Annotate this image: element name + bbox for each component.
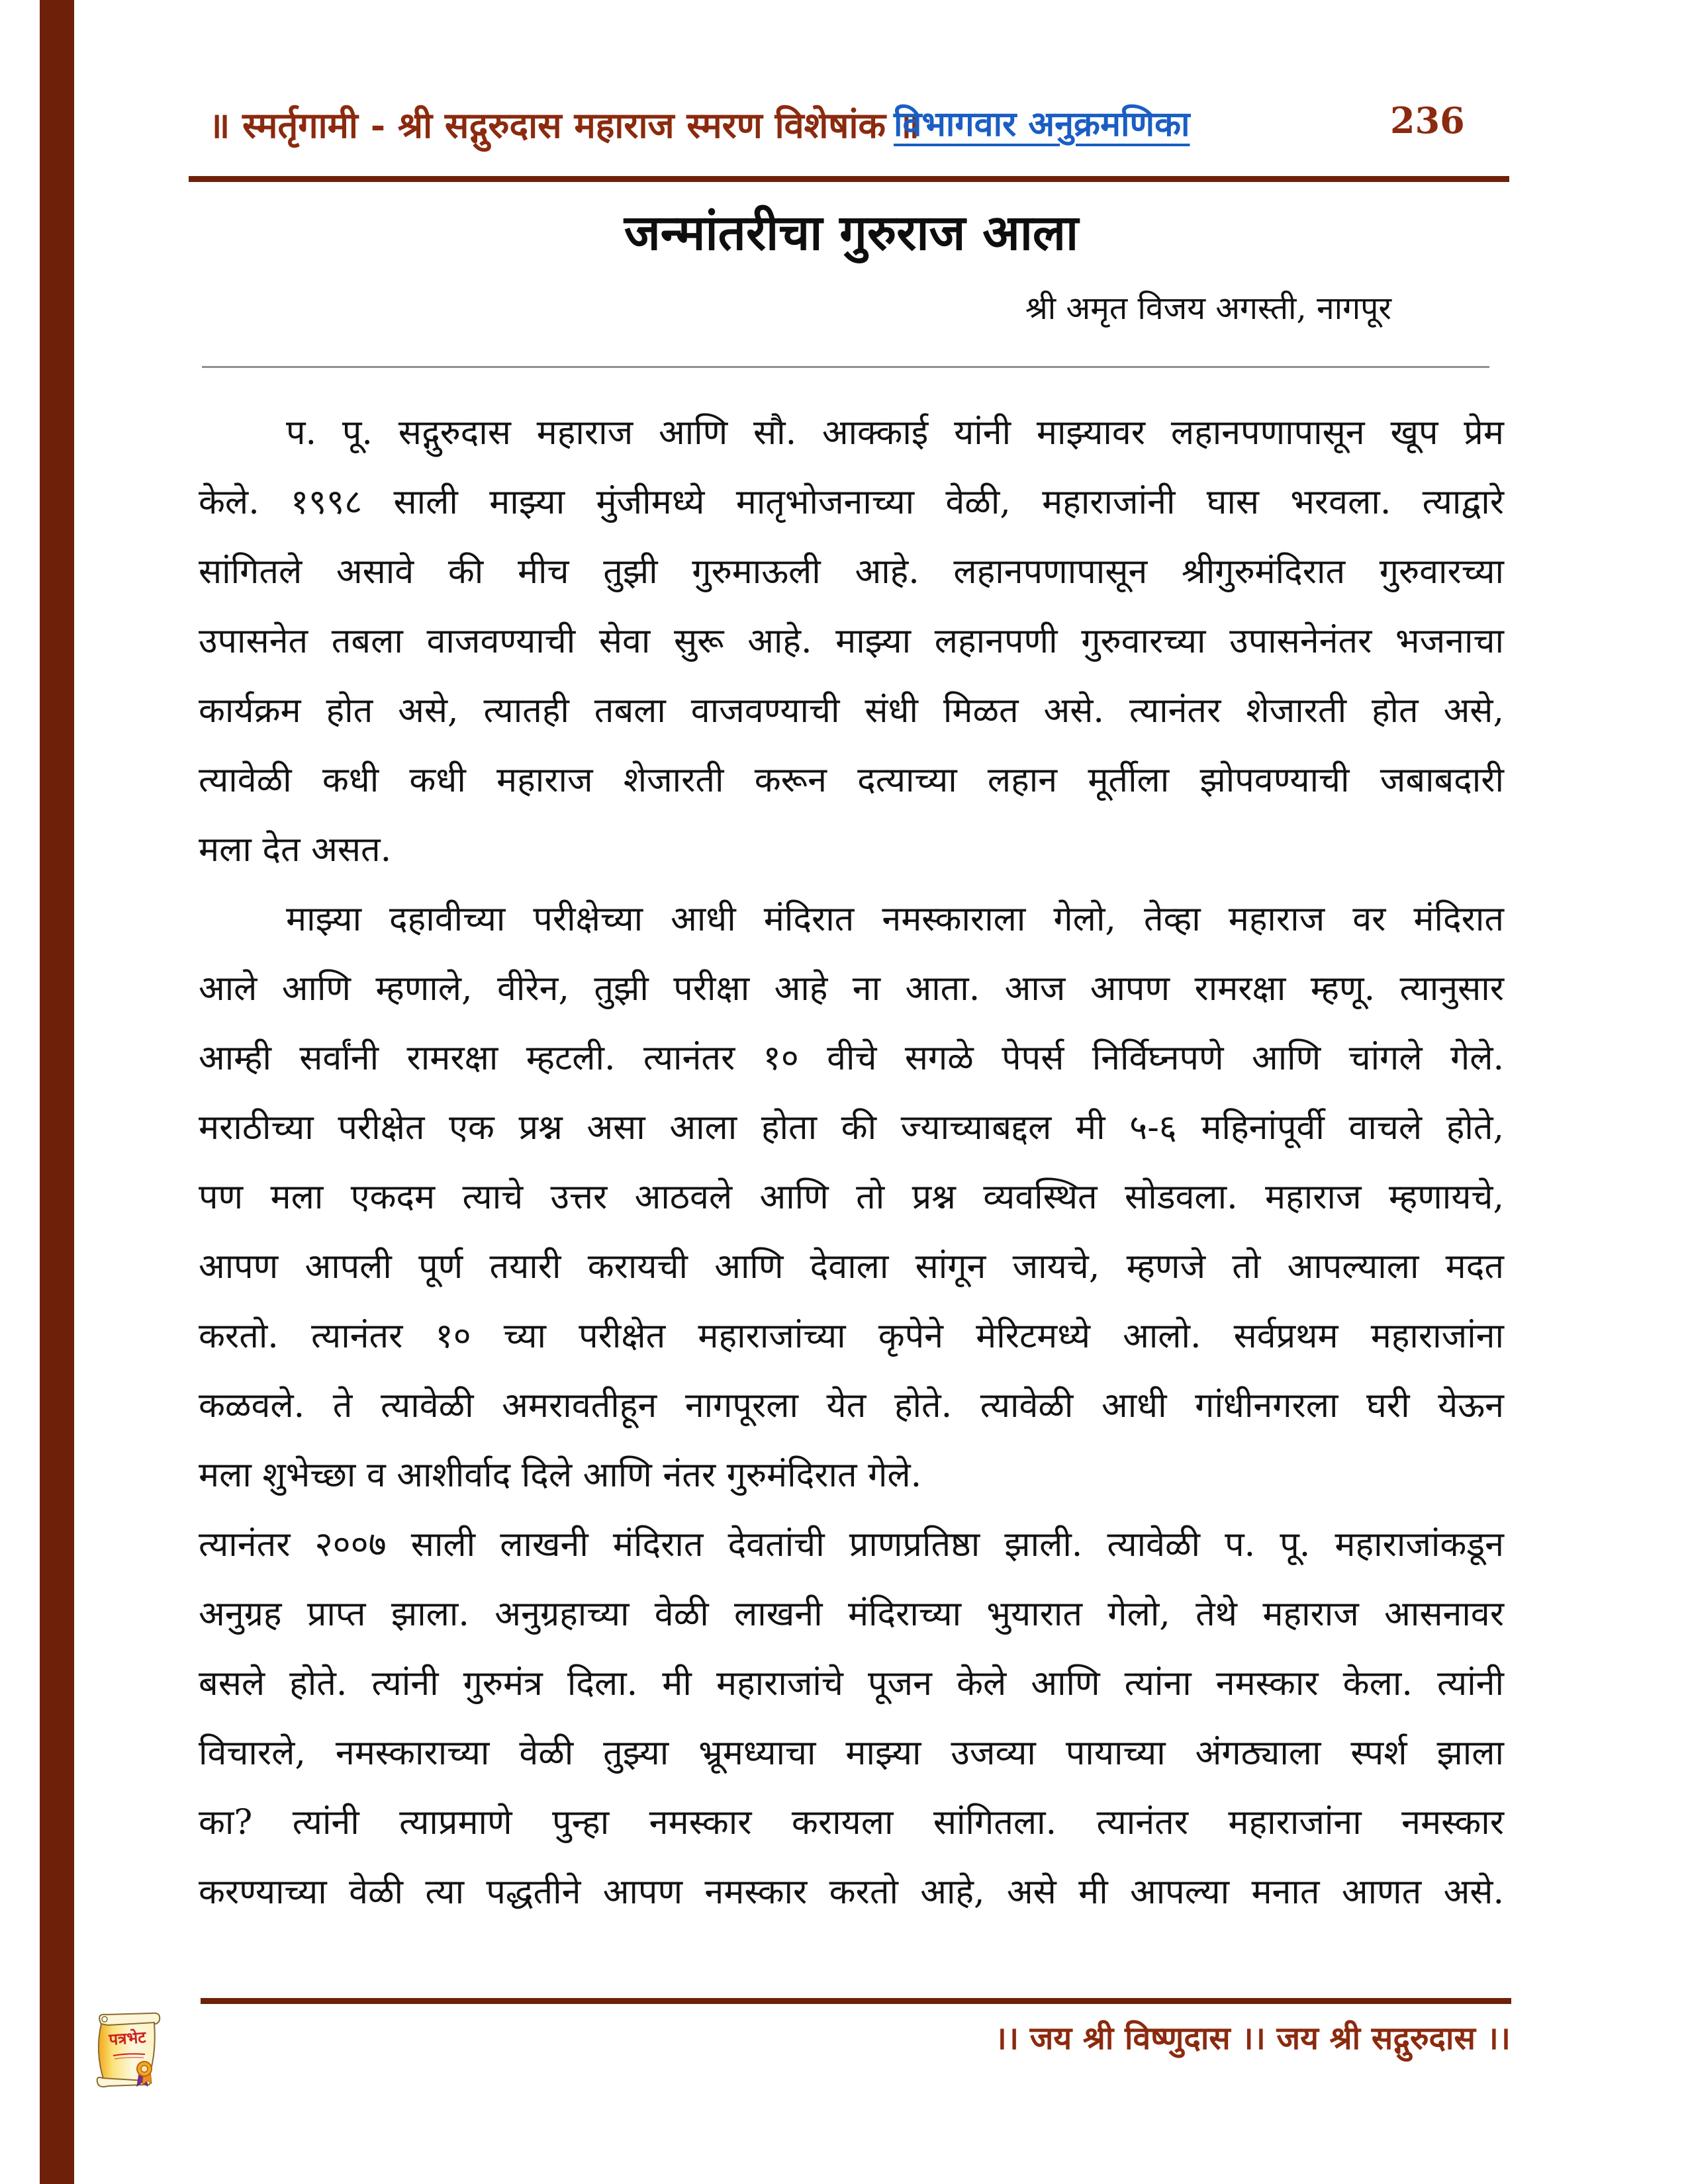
footer-slogan: ।। जय श्री विष्णुदास ।। जय श्री सद्गुरुदास ।। <box>994 2020 1511 2057</box>
article-body <box>199 398 1504 1927</box>
left-border-stripe <box>40 0 74 2184</box>
body-line: सांगितले असावे की मीच तुझी गुरुमाऊली आहे. लहानपणापासून श्रीगुरुमंदिरात गुरुवारच्या <box>199 552 1504 592</box>
body-line: प. पू. सद्गुरुदास महाराज आणि सौ. आक्काई यांनी माझ्यावर लहानपणापासून खूप प्रेम <box>286 413 1504 453</box>
byline-text: श्री अमृत विजय अगस्ती, नागपूर <box>1025 290 1391 327</box>
body-line: कळवले. ते त्यावेळी अमरावतीहून नागपूरला येत होते. त्यावेळी आधी गांधीनगरला घरी येऊन <box>199 1386 1504 1426</box>
body-line: आपण आपली पूर्ण तयारी करायची आणि देवाला सांगून जायचे, म्हणजे तो आपल्याला मदत <box>199 1247 1504 1287</box>
magazine-title: ॥ स्मर्तृगामी - श्री सद्गुरुदास महाराज स्मरण विशेषांक ॥ <box>209 104 920 146</box>
body-line: आले आणि म्हणाले, वीरेन, तुझी परीक्षा आहे ना आता. आज आपण रामरक्षा म्हणू. त्यानुसार <box>199 969 1504 1009</box>
patrabhet-logo <box>88 2012 167 2108</box>
body-line: उपासनेत तबला वाजवण्याची सेवा सुरू आहे. माझ्या लहानपणी गुरुवारच्या उपासनेनंतर भजनाचा <box>199 621 1504 661</box>
scroll-icon <box>88 2012 167 2108</box>
body-line: का? त्यांनी त्याप्रमाणे पुन्हा नमस्कार करायला सांगितला. त्यानंतर महाराजांना नमस्कार <box>199 1803 1504 1843</box>
page-number: 236 <box>1390 99 1465 142</box>
body-line: मराठीच्या परीक्षेत एक प्रश्न असा आला होता की ज्याच्याबद्दल मी ५-६ महिनांपूर्वी वाचले होते, <box>199 1108 1504 1148</box>
body-line: पण मला एकदम त्याचे उत्तर आठवले आणि तो प्रश्न व्यवस्थित सोडवला. महाराज म्हणायचे, <box>199 1177 1504 1217</box>
body-line: बसले होते. त्यांनी गुरुमंत्र दिला. मी महाराजांचे पूजन केले आणि त्यांना नमस्कार केला. त्यांनी <box>199 1664 1504 1704</box>
footer-rule <box>201 1998 1511 2004</box>
body-line: मला शुभेच्छा व आशीर्वाद दिले आणि नंतर गुरुमंदिरात गेले. <box>199 1455 922 1495</box>
header-rule <box>189 176 1509 182</box>
article-title: जन्मांतरीचा गुरुराज आला <box>624 205 1079 261</box>
body-line: मला देत असत. <box>199 830 392 870</box>
logo-text: पत्रभेट <box>108 2028 147 2049</box>
body-line: त्यानंतर २००७ साली लाखनी मंदिरात देवतांची प्राणप्रतिष्ठा झाली. त्यावेळी प. पू. महाराजांकडून <box>199 1525 1504 1565</box>
body-line: करतो. त्यानंतर १० च्या परीक्षेत महाराजांच्या कृपेने मेरिटमध्ये आलो. सर्वप्रथम महाराजांना <box>199 1316 1504 1356</box>
toc-link[interactable]: विभागवार अनुक्रमणिका <box>894 104 1190 144</box>
byline-divider <box>202 366 1489 368</box>
body-line: आम्ही सर्वांनी रामरक्षा म्हटली. त्यानंतर १० वीचे सगळे पेपर्स निर्विघ्नपणे आणि चांगले गेले. <box>199 1038 1504 1078</box>
body-line: अनुग्रह प्राप्त झाला. अनुग्रहाच्या वेळी लाखनी मंदिराच्या भुयारात गेलो, तेथे महाराज आसनावर <box>199 1594 1504 1634</box>
body-line: कार्यक्रम होत असे, त्यातही तबला वाजवण्याची संधी मिळत असे. त्यानंतर शेजारती होत असे, <box>199 691 1504 731</box>
body-line: केले. १९९८ साली माझ्या मुंजीमध्ये मातृभोजनाच्या वेळी, महाराजांनी घास भरवला. त्याद्वारे <box>199 482 1504 522</box>
body-line: करण्याच्या वेळी त्या पद्धतीने आपण नमस्कार करतो आहे, असे मी आपल्या मनात आणत असे. <box>199 1872 1504 1912</box>
byline <box>199 286 1504 329</box>
body-line: विचारले, नमस्काराच्या वेळी तुझ्या भ्रूमध्याचा माझ्या उजव्या पायाच्या अंगठ्याला स्पर्श झाला <box>199 1733 1504 1773</box>
body-line: त्यावेळी कधी कधी महाराज शेजारती करून दत्याच्या लहान मूर्तीला झोपवण्याची जबाबदारी <box>199 760 1504 800</box>
body-line: माझ्या दहावीच्या परीक्षेच्या आधी मंदिरात नमस्काराला गेलो, तेव्हा महाराज वर मंदिरात <box>286 899 1504 939</box>
